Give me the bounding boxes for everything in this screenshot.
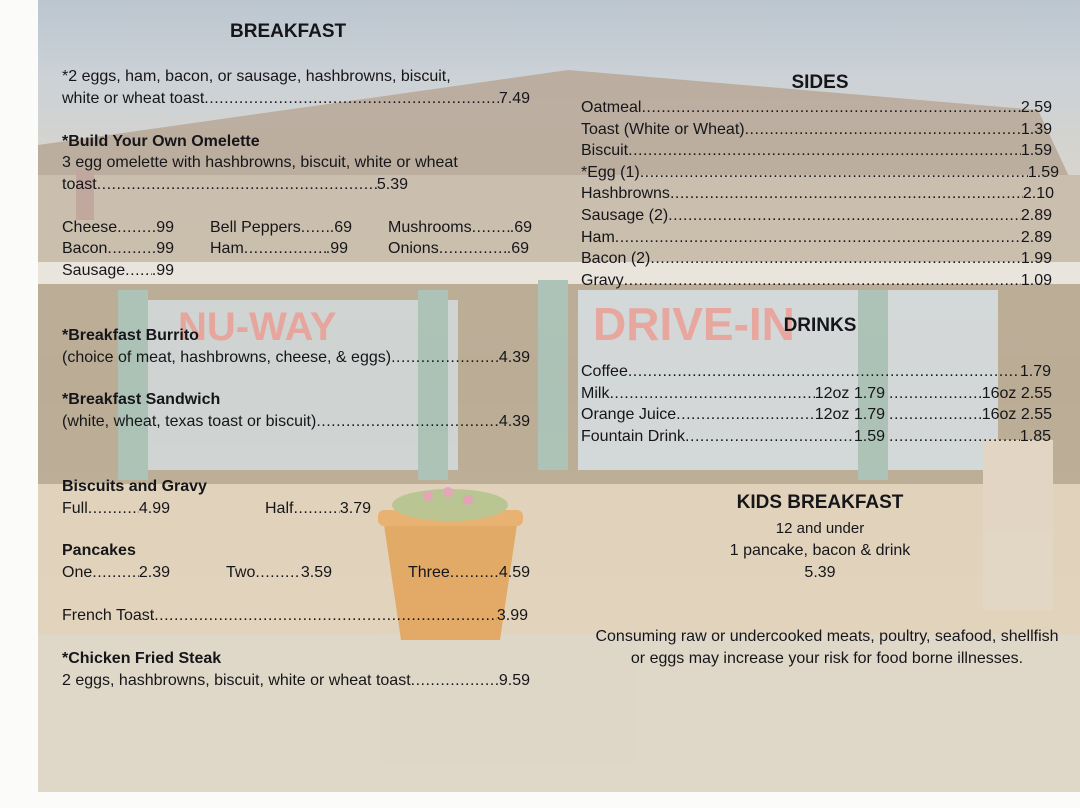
topping-cheese: Cheese ..... .99 (62, 218, 174, 238)
chicken-fried-steak-price: 9.59 (498, 672, 530, 689)
pancakes-one: One ..... 2.39 (62, 563, 170, 583)
combo-line2: white or wheat toast (62, 90, 205, 107)
drink-orange-juice-large: ..... 16oz 2.55 (889, 405, 1052, 425)
sides-title: SIDES (791, 72, 849, 93)
topping-ham: Ham ..... .99 (210, 239, 348, 259)
breakfast-title: BREAKFAST (230, 21, 347, 42)
sandwich-title: *Breakfast Sandwich (62, 391, 221, 408)
combo-row (62, 89, 530, 109)
kids-age: 12 and under (775, 520, 865, 537)
topping-onions: Onions ..... .69 (388, 239, 529, 259)
drink-fountain-large: ..... 1.85 (889, 427, 1051, 447)
french-toast-row (62, 606, 528, 626)
french-toast-name: French Toast (62, 607, 155, 624)
topping-sausage: Sausage ..... .99 (62, 261, 174, 281)
pancakes-two: Two ..... 3.59 (226, 563, 332, 583)
chicken-fried-steak-title: *Chicken Fried Steak (62, 650, 222, 667)
omelette-line1: 3 egg omelette with hashbrowns, biscuit, white or wheat (62, 154, 458, 171)
drink-coffee: Coffee ..... 1.79 (581, 362, 1051, 382)
pancakes-title: Pancakes (62, 542, 136, 559)
chicken-fried-steak-desc: 2 eggs, hashbrowns, biscuit, white or wheat toast (62, 672, 411, 689)
combo-line1: *2 eggs, ham, bacon, or sausage, hashbrowns, biscuit, (62, 68, 451, 85)
kids-desc: 1 pancake, bacon & drink (729, 542, 911, 559)
side-item: *Egg (1) ..... 1.59 (581, 163, 1059, 183)
sign-nu-way: NU-WAY (178, 305, 337, 349)
drink-fountain: Fountain Drink ..... 1.59 (581, 427, 885, 447)
biscuits-title: Biscuits and Gravy (62, 478, 207, 495)
side-item: Sausage (2) ..... 2.89 (581, 206, 1052, 226)
drink-orange-juice: Orange Juice ..... 12oz 1.79 (581, 405, 885, 425)
omelette-row (62, 175, 408, 195)
sign-drive-in: DRIVE-IN (593, 298, 795, 350)
omelette-title: *Build Your Own Omelette (62, 133, 260, 150)
omelette-price: 5.39 (376, 176, 408, 193)
biscuits-half: Half ..... 3.79 (265, 499, 371, 519)
omelette-line2: toast (62, 176, 97, 193)
side-item: Biscuit ..... 1.59 (581, 141, 1052, 161)
french-toast-price: 3.99 (496, 607, 528, 624)
kids-title: KIDS BREAKFAST (736, 492, 904, 513)
side-item: Hashbrowns ..... 2.10 (581, 184, 1054, 204)
topping-bacon: Bacon ..... .99 (62, 239, 174, 259)
drinks-title: DRINKS (783, 315, 857, 336)
food-safety-warning: Consuming raw or undercooked meats, poultry, seafood, shellfish or eggs may increase your risk for food borne illnesses. (595, 628, 1059, 667)
drink-milk: Milk ..... 12oz 1.79 (581, 384, 885, 404)
side-item: Gravy ..... 1.09 (581, 271, 1052, 291)
biscuits-full: Full ..... 4.99 (62, 499, 170, 519)
kids-price: 5.39 (804, 564, 836, 581)
drink-milk-large: ..... 16oz 2.55 (889, 384, 1052, 404)
burrito-desc: (choice of meat, hashbrowns, cheese, & eggs) (62, 349, 392, 366)
side-item: Bacon (2) ..... 1.99 (581, 249, 1052, 269)
sandwich-desc: (white, wheat, texas toast or biscuit) (62, 413, 317, 430)
side-item: Toast (White or Wheat) ..... 1.39 (581, 120, 1052, 140)
topping-bell-peppers: Bell Peppers ..... .69 (210, 218, 352, 238)
menu-page (38, 0, 1080, 792)
side-item: Oatmeal ..... 2.59 (581, 98, 1052, 118)
sandwich-row (62, 412, 530, 432)
chicken-fried-steak-row (62, 671, 530, 691)
side-item: Ham ..... 2.89 (581, 228, 1052, 248)
combo-price: 7.49 (498, 90, 530, 107)
burrito-price: 4.39 (498, 349, 530, 366)
sandwich-price: 4.39 (498, 413, 530, 430)
burrito-title: *Breakfast Burrito (62, 327, 199, 344)
burrito-row (62, 348, 530, 368)
pancakes-three: Three ..... 4.59 (408, 563, 530, 583)
topping-mushrooms: Mushrooms ..... .69 (388, 218, 532, 238)
